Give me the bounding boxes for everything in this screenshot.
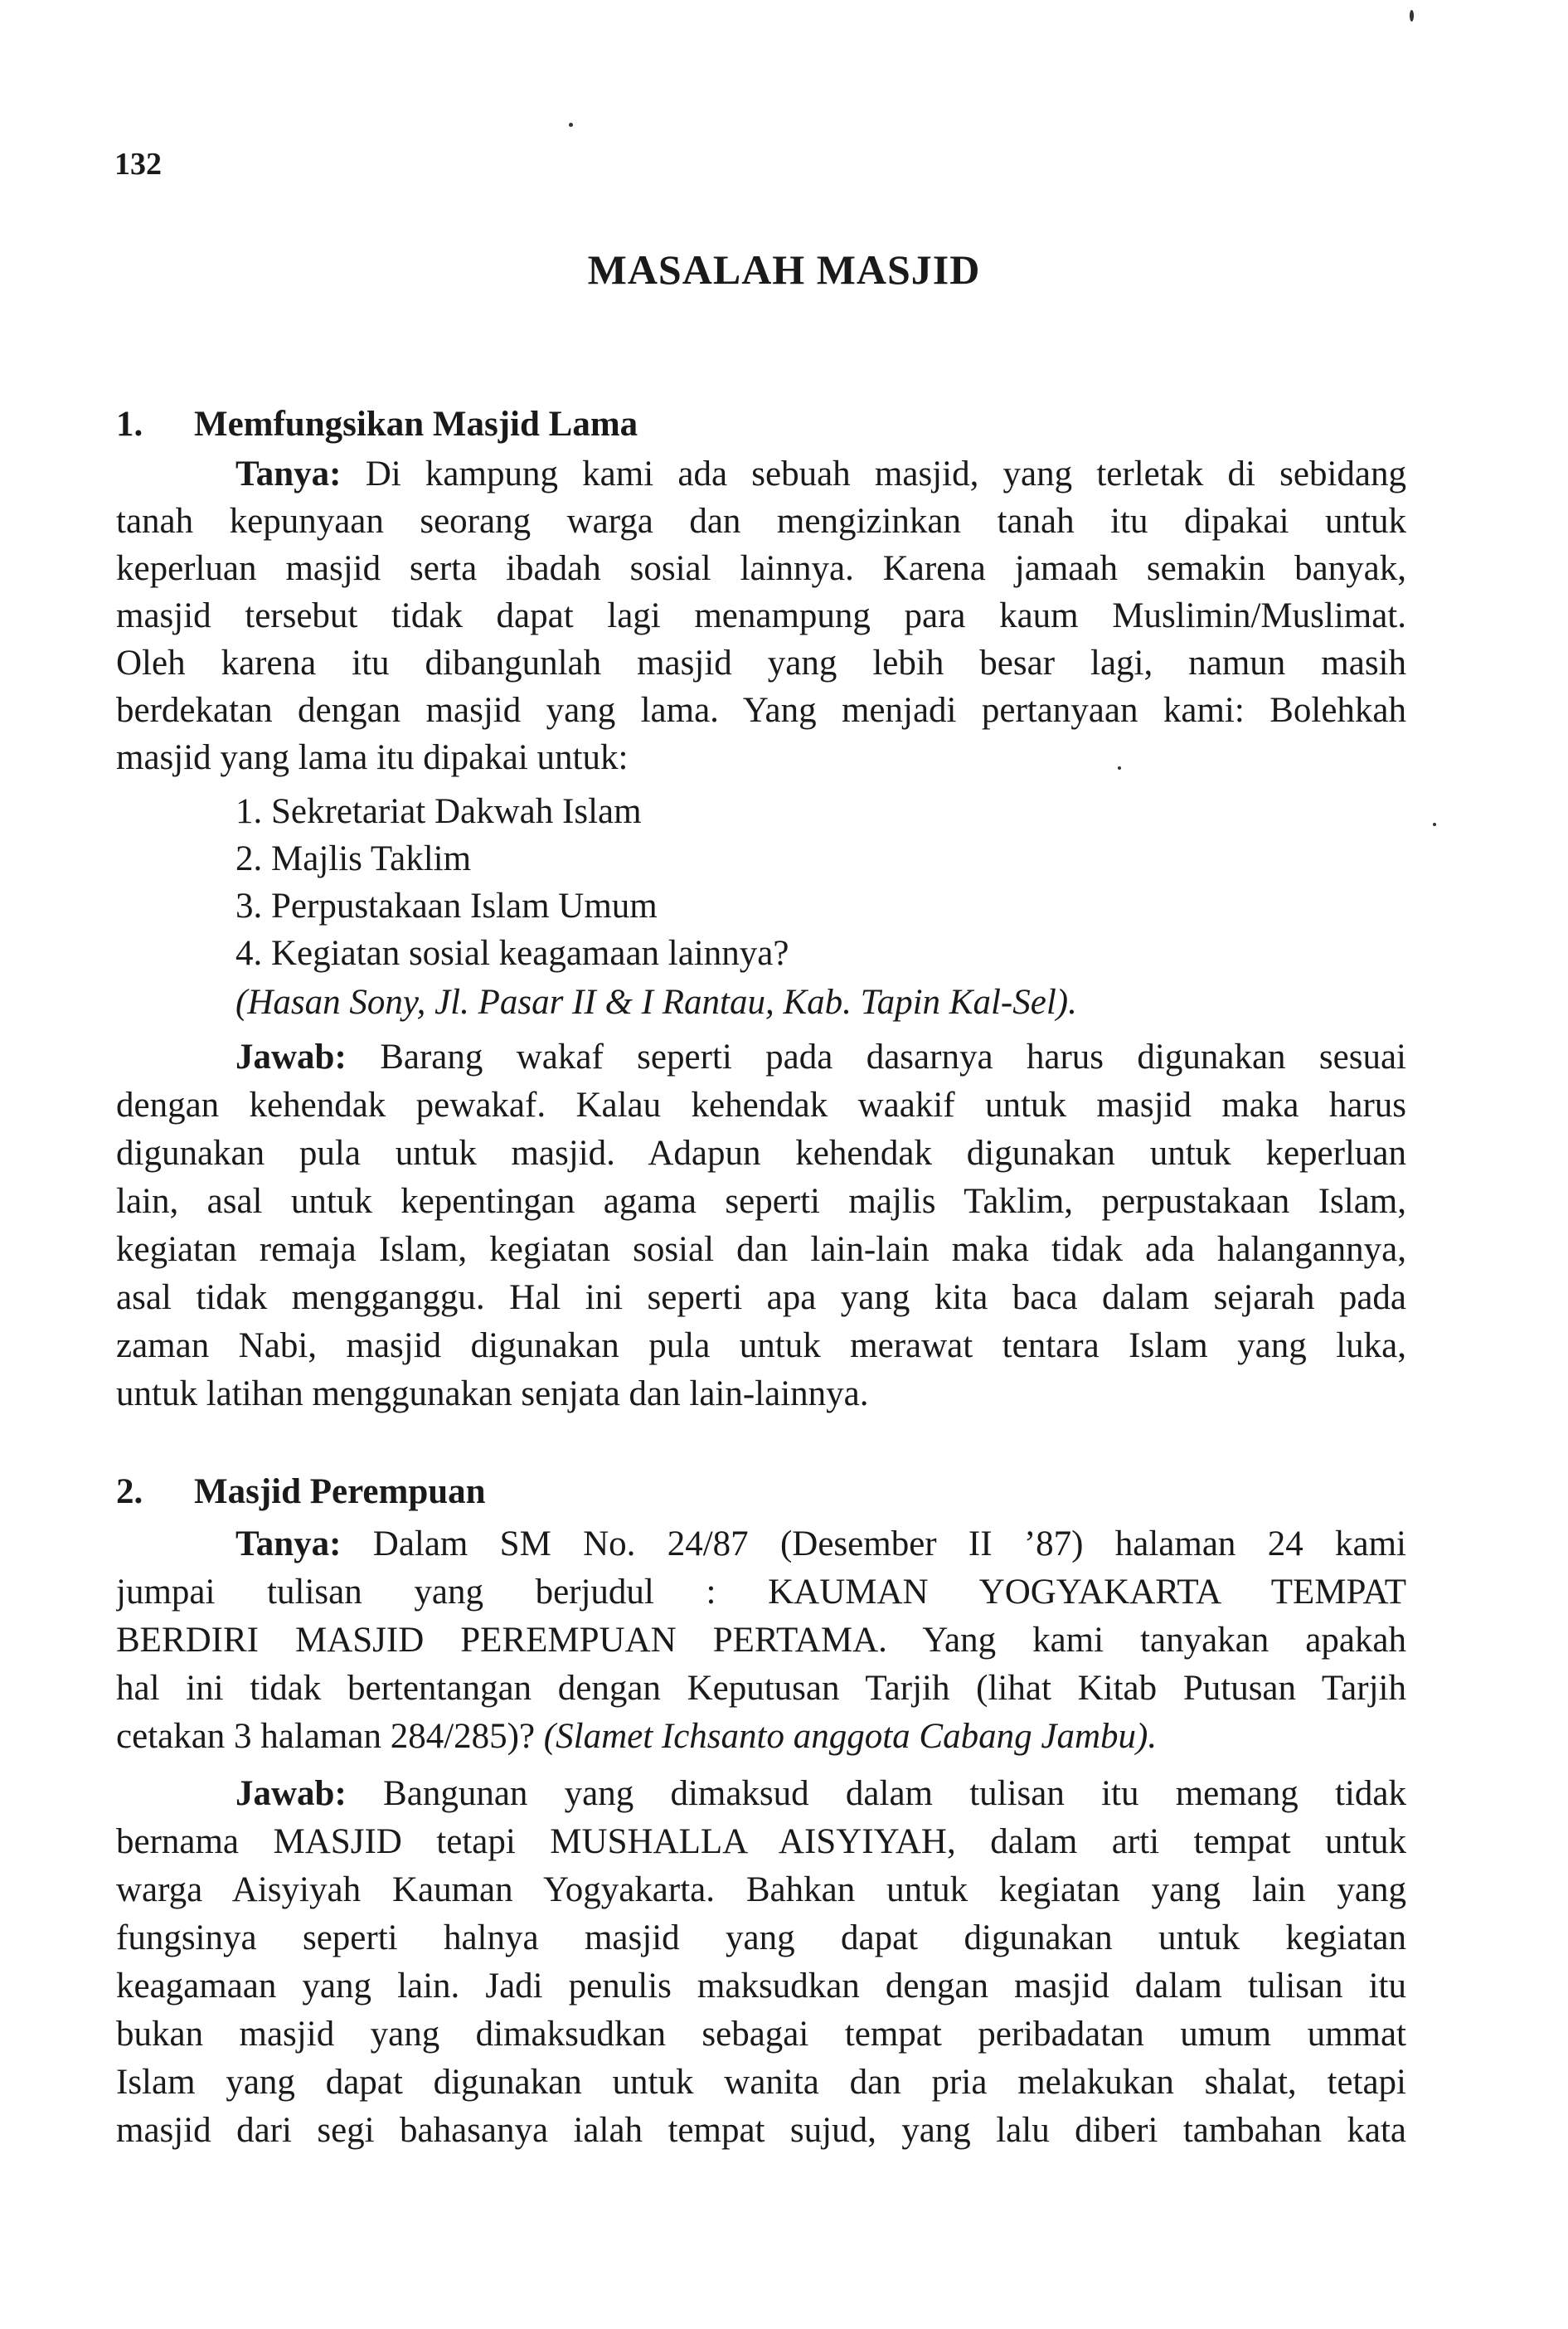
page-title: MASALAH MASJID <box>587 246 981 293</box>
question-line: masjid yang lama itu dipakai untuk: <box>116 738 629 777</box>
answer-line: asal tidak mengganggu. Hal ini seperti apa yang kita baca dalam sejarah pada <box>116 1278 1406 1317</box>
answer-line: dengan kehendak pewakaf. Kalau kehendak waakif untuk masjid maka harus <box>116 1086 1406 1125</box>
scan-speck <box>1433 823 1436 826</box>
question-line: keperluan masjid serta ibadah sosial lainnya. Karena jamaah semakin banyak, <box>116 549 1406 588</box>
question-line: berdekatan dengan masjid yang lama. Yang menjadi pertanyaan kami: Bolehkah <box>116 691 1406 730</box>
section-heading <box>116 1469 1406 1515</box>
answer-line: Jawab: Bangunan yang dimaksud dalam tulisan itu memang tidak <box>235 1774 1406 1813</box>
question-label: Tanya: <box>235 455 342 494</box>
answer-line: bukan masjid yang dimaksudkan sebagai tempat peribadatan umum ummat <box>116 2015 1406 2054</box>
answer-line: kegiatan remaja Islam, kegiatan sosial dan lain-lain maka tidak ada halangannya, <box>116 1230 1406 1269</box>
answer-label: Jawab: <box>235 1774 347 1813</box>
answer-line: Jawab: Barang wakaf seperti pada dasarnya harus digunakan sesuai <box>235 1038 1406 1077</box>
answer-line: digunakan pula untuk masjid. Adapun kehendak digunakan untuk keperluan <box>116 1134 1406 1173</box>
scan-speck <box>569 123 573 127</box>
answer-line: Islam yang dapat digunakan untuk wanita dan pria melakukan shalat, tetapi <box>116 2063 1406 2102</box>
question-line: Tanya: Di kampung kami ada sebuah masjid, yang terletak di sebidang <box>235 455 1406 494</box>
question-line: BERDIRI MASJID PEREMPUAN PERTAMA. Yang kami tanyakan apakah <box>116 1621 1406 1660</box>
question-line: tanah kepunyaan seorang warga dan mengizinkan tanah itu dipakai untuk <box>116 502 1406 541</box>
question-line: Oleh karena itu dibangunlah masjid yang lebih besar lagi, namun masih <box>116 644 1406 683</box>
question-label: Tanya: <box>235 1524 342 1563</box>
question-line: Tanya: Dalam SM No. 24/87 (Desember II ’87) halaman 24 kami <box>235 1524 1406 1563</box>
section-number: 1. <box>116 405 143 444</box>
answer-line: warga Aisyiyah Kauman Yogyakarta. Bahkan untuk kegiatan yang lain yang <box>116 1870 1406 1909</box>
page-number: 132 <box>114 147 162 182</box>
section-heading <box>116 401 1406 448</box>
section-title: Memfungsikan Masjid Lama <box>194 405 638 444</box>
list-item: 1. Sekretariat Dakwah Islam <box>235 792 642 831</box>
citation: (Slamet Ichsanto anggota Cabang Jambu). <box>543 1717 1158 1756</box>
answer-line: zaman Nabi, masjid digunakan pula untuk merawat tentara Islam yang luka, <box>116 1326 1406 1365</box>
answer-line: lain, asal untuk kepentingan agama seperti majlis Taklim, perpustakaan Islam, <box>116 1182 1406 1221</box>
section-number: 2. <box>116 1472 143 1511</box>
section-title: Masjid Perempuan <box>194 1472 486 1511</box>
question-line: masjid tersebut tidak dapat lagi menampung para kaum Muslimin/Muslimat. <box>116 596 1406 635</box>
list-item: 3. Perpustakaan Islam Umum <box>235 887 658 926</box>
list-item: 4. Kegiatan sosial keagamaan lainnya? <box>235 934 789 973</box>
list-item: 2. Majlis Taklim <box>235 839 472 878</box>
answer-line: bernama MASJID tetapi MUSHALLA AISYIYAH, dalam arti tempat untuk <box>116 1822 1406 1861</box>
question-line: cetakan 3 halaman 284/285)? (Slamet Ichsanto anggota Cabang Jambu). <box>116 1717 1158 1756</box>
answer-line: masjid dari segi bahasanya ialah tempat sujud, yang lalu diberi tambahan kata <box>116 2111 1406 2150</box>
citation: (Hasan Sony, Jl. Pasar II & I Rantau, Kab. Tapin Kal-Sel). <box>235 983 1077 1022</box>
question-line: jumpai tulisan yang berjudul : KAUMAN YOGYAKARTA TEMPAT <box>116 1573 1406 1612</box>
answer-line: untuk latihan menggunakan senjata dan lain-lainnya. <box>116 1374 869 1413</box>
question-line: hal ini tidak bertentangan dengan Keputusan Tarjih (lihat Kitab Putusan Tarjih <box>116 1669 1406 1708</box>
answer-line: keagamaan yang lain. Jadi penulis maksudkan dengan masjid dalam tulisan itu <box>116 1967 1406 2006</box>
answer-line: fungsinya seperti halnya masjid yang dapat digunakan untuk kegiatan <box>116 1918 1406 1957</box>
scan-speck <box>1410 10 1414 22</box>
answer-label: Jawab: <box>235 1038 347 1077</box>
